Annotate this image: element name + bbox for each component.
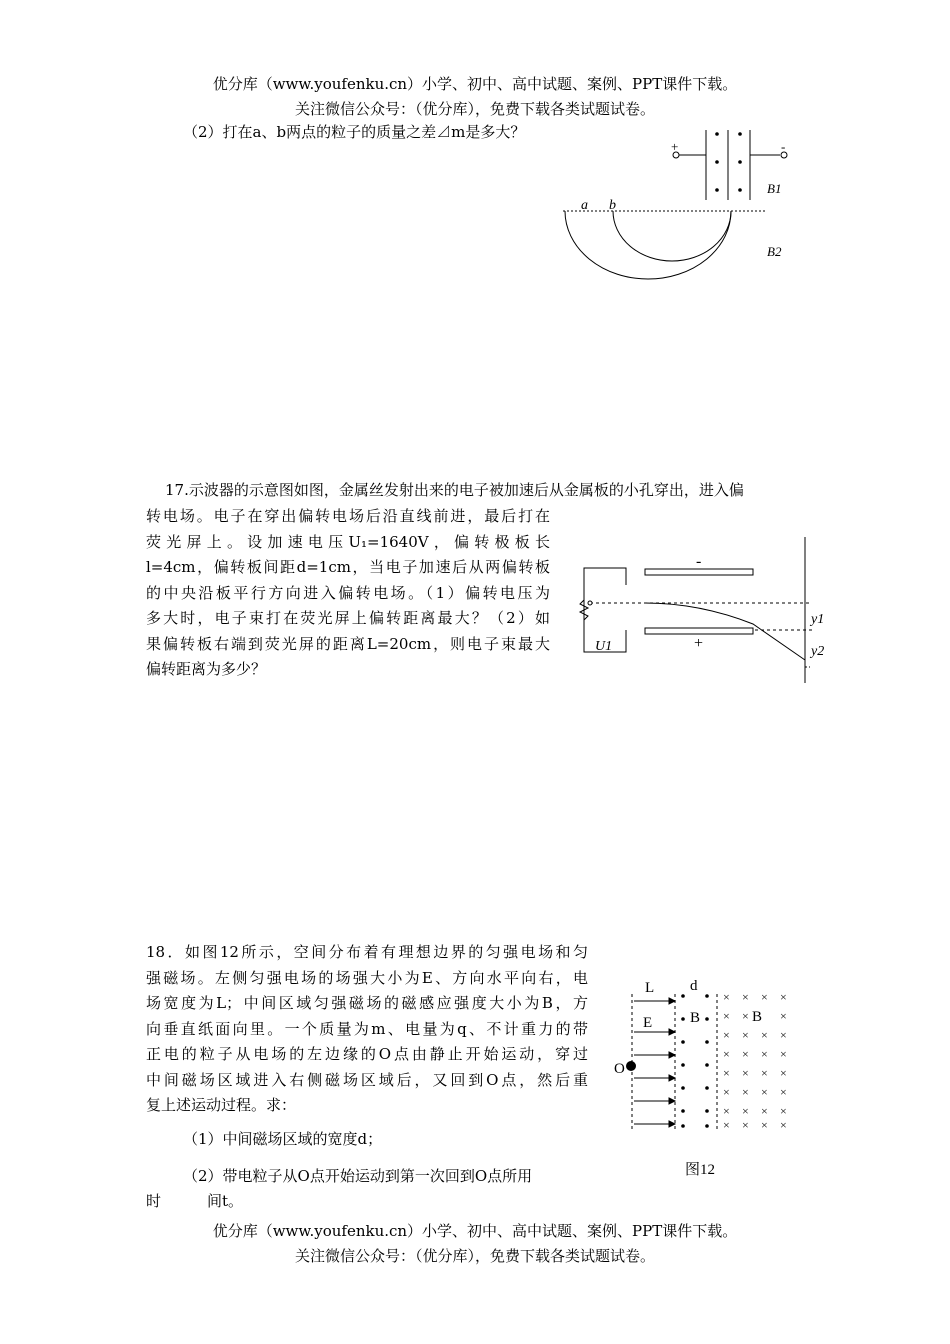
svg-text:×: × bbox=[780, 1028, 787, 1042]
q17-line: 转电场。电子在穿出偏转电场后沿直线前进，最后打在 bbox=[146, 507, 550, 525]
q18-sub1: （1）中间磁场区域的宽度d； bbox=[183, 1130, 383, 1148]
q18-line: 正电的粒子从电场的左边缘的O点由静止开始运动，穿过 bbox=[146, 1045, 588, 1063]
svg-text:×: × bbox=[742, 1118, 749, 1132]
q18-B-mid-label: B bbox=[690, 1010, 701, 1026]
svg-text:×: × bbox=[780, 990, 787, 1004]
svg-text:×: × bbox=[723, 1085, 730, 1099]
q17-line: 荧光屏上。设加速电压U₁=1640V，偏转极板长 bbox=[146, 532, 550, 551]
q18-figure bbox=[610, 975, 810, 1185]
q17-line-1: 17.示波器的示意图如图，金属丝发射出来的电子被加速后从金属板的小孔穿出，进入偏 bbox=[165, 481, 744, 499]
q18-L-label: L bbox=[645, 980, 655, 996]
q18-sub2b-right: 间t。 bbox=[207, 1192, 244, 1210]
svg-text:×: × bbox=[723, 1066, 730, 1080]
q17-line: l=4cm，偏转板间距d=1cm，当电子加速后从两偏转板 bbox=[146, 558, 550, 576]
header-line-2: 关注微信公众号：（优分库），免费下载各类试题试卷。 bbox=[294, 100, 655, 118]
svg-text:×: × bbox=[723, 1028, 730, 1042]
svg-text:×: × bbox=[723, 990, 730, 1004]
q17-line: 果偏转板右端到荧光屏的距离L=20cm，则电子束最大 bbox=[146, 634, 550, 653]
svg-text:×: × bbox=[761, 1104, 768, 1118]
q18-E-label: E bbox=[643, 1015, 653, 1031]
svg-text:×: × bbox=[780, 1104, 787, 1118]
q18-sub2b-left: 时 bbox=[146, 1192, 162, 1210]
q18-B-right-label: B bbox=[752, 1009, 763, 1025]
q16-a-label: a bbox=[581, 198, 588, 213]
svg-text:×: × bbox=[761, 1047, 768, 1061]
svg-text:×: × bbox=[780, 1066, 787, 1080]
header-line-1: 优分库（www.youfenku.cn）小学、初中、高中试题、案例、PPT课件下载。 bbox=[212, 75, 738, 93]
q17-y2-label: y2 bbox=[811, 644, 825, 659]
q17-u1-label: U1 bbox=[595, 639, 613, 654]
q16-figure bbox=[555, 125, 815, 295]
q18-sub2a: （2）带电粒子从O点开始运动到第一次回到O点所用 bbox=[183, 1167, 533, 1185]
footer-line-2: 关注微信公众号：（优分库），免费下载各类试题试卷。 bbox=[294, 1247, 655, 1265]
q17-line: 多大时，电子束打在荧光屏上偏转距离最大？（2）如 bbox=[146, 609, 550, 627]
svg-text:×: × bbox=[761, 990, 768, 1004]
q18-body bbox=[146, 940, 588, 1119]
svg-text:×: × bbox=[742, 1104, 749, 1118]
q18-d-label: d bbox=[690, 978, 698, 994]
q17-y1-label: y1 bbox=[811, 612, 825, 627]
svg-text:×: × bbox=[723, 1047, 730, 1061]
footer-line-1: 优分库（www.youfenku.cn）小学、初中、高中试题、案例、PPT课件下载。 bbox=[212, 1222, 738, 1240]
svg-text:×: × bbox=[723, 1009, 730, 1023]
q18-line: 复上述运动过程。求： bbox=[146, 1096, 297, 1114]
q18-O-label: O bbox=[614, 1061, 625, 1077]
q17-line: 的中央沿板平行方向进入偏转电场。（1）偏转电压为 bbox=[146, 583, 550, 602]
q18-line: 强磁场。左侧匀强电场的场强大小为E、方向水平向右，电 bbox=[146, 968, 588, 987]
q17-figure bbox=[570, 530, 840, 690]
svg-text:×: × bbox=[761, 1028, 768, 1042]
svg-text:×: × bbox=[742, 1009, 749, 1023]
q18-figure-caption: 图12 bbox=[685, 1162, 716, 1178]
q17-plus-label: + bbox=[694, 635, 704, 652]
q18-line: 向垂直纸面向里。一个质量为m、电量为q、不计重力的带 bbox=[146, 1019, 588, 1038]
svg-text:×: × bbox=[780, 1047, 787, 1061]
svg-text:×: × bbox=[780, 1009, 787, 1023]
svg-text:×: × bbox=[742, 1066, 749, 1080]
svg-text:×: × bbox=[723, 1118, 730, 1132]
q18-line: 中间磁场区域进入右侧磁场区域后，又回到O点，然后重 bbox=[146, 1070, 588, 1089]
svg-text:×: × bbox=[761, 1085, 768, 1099]
svg-text:×: × bbox=[780, 1085, 787, 1099]
q16-b1-label: B1 bbox=[767, 181, 782, 196]
svg-text:×: × bbox=[761, 1118, 768, 1132]
q17-body bbox=[146, 504, 550, 683]
svg-text:×: × bbox=[780, 1118, 787, 1132]
q18-line: 场宽度为L；中间区域匀强磁场的磁感应强度大小为B，方 bbox=[146, 994, 588, 1012]
svg-text:×: × bbox=[742, 1028, 749, 1042]
svg-text:×: × bbox=[742, 1047, 749, 1061]
q16-part2: （2）打在a、b两点的粒子的质量之差⊿m是多大？ bbox=[183, 123, 526, 141]
svg-text:×: × bbox=[761, 1066, 768, 1080]
q16-plus-label: + bbox=[671, 139, 679, 154]
svg-text:×: × bbox=[742, 990, 749, 1004]
svg-text:×: × bbox=[723, 1104, 730, 1118]
q17-line: 偏转距离为多少？ bbox=[146, 660, 267, 678]
q16-minus-label: - bbox=[781, 139, 786, 154]
svg-text:×: × bbox=[742, 1085, 749, 1099]
q17-minus-label: - bbox=[696, 553, 702, 570]
q16-b-label: b bbox=[609, 198, 616, 213]
q16-b2-label: B2 bbox=[767, 244, 782, 259]
q18-line: 18．如图12所示，空间分布着有理想边界的匀强电场和匀 bbox=[146, 943, 588, 961]
